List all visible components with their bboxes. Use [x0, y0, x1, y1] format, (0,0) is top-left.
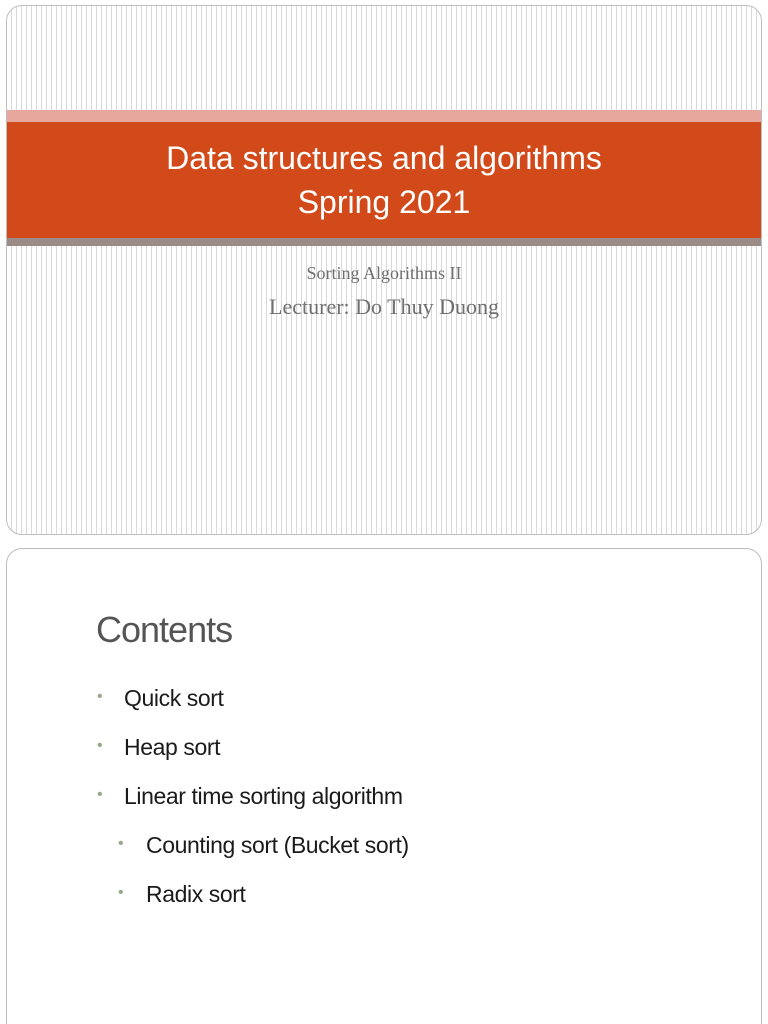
bullet-icon: •: [97, 737, 103, 754]
list-item: [7, 783, 761, 832]
list-item-label: Counting sort (Bucket sort): [146, 832, 409, 858]
list-item: [7, 685, 761, 734]
list-item-label: Heap sort: [124, 734, 221, 760]
list-item-label: Radix sort: [146, 881, 246, 907]
contents-slide: [6, 548, 762, 1024]
bullet-icon: •: [118, 884, 124, 901]
title-band-bottom-stripe: [7, 238, 761, 246]
list-item: [7, 881, 761, 930]
slide-subtitle: Sorting Algorithms II: [306, 263, 462, 283]
list-item-label: Quick sort: [124, 685, 224, 711]
contents-heading: Contents: [96, 609, 233, 650]
slide-title-line-2: Spring 2021: [297, 184, 471, 220]
subtitle-block: [7, 258, 761, 326]
lecturer-name: Lecturer: Do Thuy Duong: [269, 294, 499, 319]
list-item: [7, 734, 761, 783]
list-item-label: Linear time sorting algorithm: [124, 783, 403, 809]
slide-title-line-1: Data structures and algorithms: [166, 140, 602, 176]
list-item: [7, 832, 761, 881]
title-band-top-stripe: [7, 110, 761, 122]
title-band: [7, 122, 761, 238]
bullet-icon: •: [118, 835, 124, 852]
bullet-icon: •: [97, 688, 103, 705]
title-slide: [6, 5, 762, 535]
contents-list: [7, 685, 761, 930]
bullet-icon: •: [97, 786, 103, 803]
